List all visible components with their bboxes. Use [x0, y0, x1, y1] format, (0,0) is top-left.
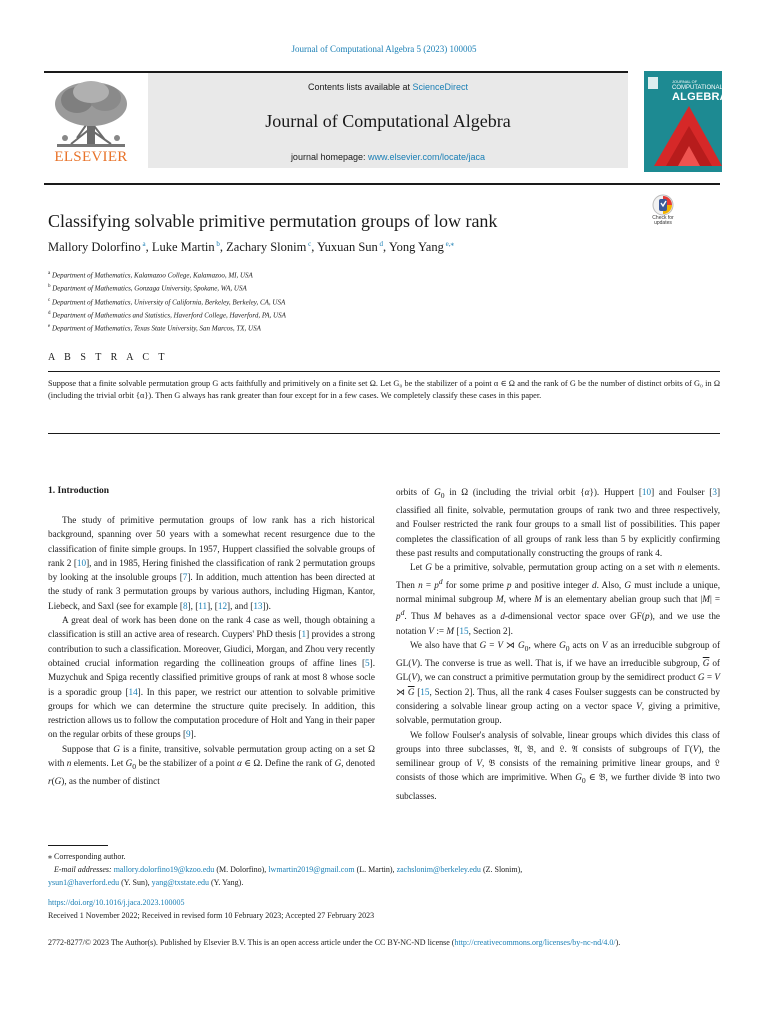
elsevier-tree-icon: [47, 78, 135, 150]
paragraph: We also have that G = V ⋊ $G_0$, where $G_0$ acts on V as an irreducible subgroup of GL(V). The converse is true as well. That is, if we have an irreducible subgroup, $\overline{G}$ of GL(V), we can construct a primitive permutation group by the semidirect product G = V ⋊ $\overline{G}$ [15, Section 2]. Thus, all the rank 4 cases Foulser suggests can be constructed by considering a solvable linear group acting on a vector space V, giving a primitive, solvable, permutation group.: [396, 639, 721, 726]
journal-reference[interactable]: [0, 44, 768, 54]
journal-title: Journal of Computational Algebra: [265, 111, 511, 131]
journal-cover-thumbnail[interactable]: [644, 71, 728, 172]
abstract-rule: [48, 371, 720, 372]
affiliation: $^a$ Department of Mathematics, Kalamazoo College, Kalamazoo, MI, USA: [48, 271, 253, 280]
author-affil-sup[interactable]: b: [216, 240, 220, 248]
license-link[interactable]: http://creativecommons.org/licenses/by-nc-nd/4.0/: [454, 938, 616, 947]
article-title: Classifying solvable primitive permutation groups of low rank: [48, 211, 498, 231]
homepage-link[interactable]: www.elsevier.com/locate/jaca: [368, 152, 486, 162]
email-line-1: E-mail addresses: mallory.dolorfino19@kzoo.edu (M. Dolorfino), lwmartin2019@gmail.com (L. Martin), zachslonim@berkeley.edu (Z. Slonim),: [54, 865, 523, 874]
article-history: [48, 896, 720, 922]
paragraph: A great deal of work has been done on the rank 4 case as well, though obtaining a classification is still an active area of research. Cuypers' PhD thesis [1] provides a strong contribution to such a classification. Moreover, Giudici, Morgan, and Zhou very recently obtained crucial information regarding the collineation groups of affine lines [5]. Muzychuk and Spiga recently classified primitive groups of rank at most 8 whose socle is a sporadic group [14]. In this paper, we restrict our attention to solvable primitive groups for which we can determine the structure quite precisely. In addition, this restriction allows us to follow the computation procedure of Holt and Yang in their paper on the regular orbits of these groups [9].: [48, 615, 376, 740]
abstract-text: Suppose that a finite solvable permutation group G acts faithfully and primitively on a finite set Ω. Let G₀ be the stabilizer of a point α ∈ Ω and the rank of G be the number of distinct orbits of G₀ in Ω (including the trivial orbit {α}). Then G always has rank greater than four except for in a few cases. We completely classify these cases in this paper.: [48, 379, 720, 400]
author-name[interactable]: Mallory Dolorfino: [48, 240, 141, 255]
email-link[interactable]: mallory.dolorfino19@kzoo.edu: [113, 865, 215, 874]
body-column-left: [48, 513, 375, 788]
license-statement: 2772-8277/© 2023 The Author(s). Published by Elsevier B.V. This is an open access article under the CC BY-NC-ND license (http://creativecommons.org/licenses/by-nc-nd/4.0/).: [48, 938, 621, 947]
crossmark-badge[interactable]: [650, 194, 676, 228]
corresponding-author-note: ⁎ Corresponding author.: [48, 852, 126, 861]
paragraph: The study of primitive permutation groups of low rank has a rich historical background, spanning over 50 years with a somewhat recent resurgence due to the classification of finite simple groups. In 1957, Huppert classified the solvable groups of rank 2 [10], and in 1985, Hering finished the classification of rank 2 permutation groups by looking at the insoluble groups [7]. In addition, much attention has been directed at the study of rank 3 permutation groups by various authors, including Higman, Kantor, Liebeck, and Saxl (see for example [8], [11], [12], and [13]).: [48, 515, 375, 611]
footnotes: [48, 850, 720, 889]
email-link[interactable]: lwmartin2019@gmail.com: [268, 865, 355, 874]
affiliations: [48, 268, 286, 335]
email-link[interactable]: zachslonim@berkeley.edu: [396, 865, 481, 874]
affiliation: $^d$ Department of Mathematics and Statistics, Haverford College, Haverford, PA, USA: [48, 310, 286, 320]
affiliation: $^e$ Department of Mathematics, Texas State University, San Marcos, TX, USA: [48, 324, 261, 333]
cover-line-2: COMPUTATIONAL: [672, 85, 723, 91]
received-dates: Received 1 November 2022; Received in revised form 10 February 2023; Accepted 27 February 2023: [48, 911, 375, 920]
author-name[interactable]: Zachary Slonim: [226, 240, 307, 255]
journal-reference-link[interactable]: Journal of Computational Algebra 5 (2023) 100005: [291, 44, 477, 54]
abstract-heading: A B S T R A C T: [48, 352, 169, 363]
paragraph: Let G be a primitive, solvable, permutation group acting on a set with n elements. Then $n = p^d$ for some prime p and positive integer d. Also, G must include a unique, normal minimal subgroup M, where M is an elementary abelian group such that $|M| = p^d$. Thus M behaves as a d-dimensional vector space over GF(p), and we use the notation V := M [15, Section 2].: [396, 562, 721, 636]
body-column-right: [396, 485, 720, 803]
header-divider: [44, 183, 720, 185]
abstract-end-rule: [48, 433, 720, 434]
masthead-center: [148, 73, 628, 168]
author-name[interactable]: Luke Martin: [151, 240, 215, 255]
paragraph: orbits of $G_0$ in Ω (including the trivial orbit {α}). Huppert [10] and Foulser [3] classified all finite, solvable, permutation groups of rank two and three respectively, and Foulser restricted the rank four groups to a small list of possibilities. This paper completes the classification of all groups of rank less than 5 by explicitly confirming these past results and computationally constructing the groups of rank 4.: [396, 487, 721, 559]
paragraph: Suppose that G is a finite, transitive, solvable permutation group acting on a set Ω with n elements. Let $G_0$ be the stabilizer of a point α ∈ Ω. Define the rank of G, denoted r(G), as the number of distinct: [48, 743, 376, 787]
email-link[interactable]: yang@txstate.edu: [151, 878, 210, 887]
author-affil-sup[interactable]: a: [142, 240, 146, 248]
author-name[interactable]: Yuxuan Sun: [317, 240, 378, 255]
cover-line-1: JOURNAL OF: [672, 79, 698, 84]
crossmark-icon: [650, 194, 676, 216]
elsevier-logo[interactable]: [47, 78, 135, 168]
footnote-rule: [48, 845, 108, 846]
elsevier-wordmark: ELSEVIER: [54, 149, 128, 165]
crossmark-label: Check for updates: [652, 215, 674, 226]
author-affil-sup[interactable]: c: [308, 240, 312, 248]
author-list: Mallory Dolorfino $^a$, Luke Martin $^b$, Zachary Slonim $^c$, Yuxuan Sun $^d$, Yong Yang $^{e,⁎}$: [48, 240, 454, 255]
section-heading: 1. Introduction: [48, 486, 110, 496]
cover-line-3: ALGEBRA: [672, 91, 728, 103]
sciencedirect-link[interactable]: ScienceDirect: [412, 82, 469, 92]
author-affil-sup[interactable]: e,⁎: [445, 240, 454, 248]
affiliation: $^b$ Department of Mathematics, Gonzaga University, Spokane, WA, USA: [48, 284, 247, 293]
email-link[interactable]: ysun1@haverford.edu: [48, 878, 120, 887]
paragraph: We follow Foulser's analysis of solvable, linear groups which divides this class of groups into three subclasses, 𝔄, 𝔅, and 𝔏. 𝔄 consists of subgroups of Γ(V), the semilinear group of V, 𝔅 consists of the remaining primitive linear groups, and 𝔏 consists of those which are imprimitive. When $G_0$ ∈ 𝔅, we further divide 𝔅 into two subclasses.: [396, 729, 720, 801]
contents-line: Contents lists available at ScienceDirect: [307, 82, 469, 92]
journal-homepage: journal homepage: www.elsevier.com/locate/jaca: [290, 152, 486, 162]
author-name[interactable]: Yong Yang: [388, 240, 444, 255]
doi-link[interactable]: https://doi.org/10.1016/j.jaca.2023.100005: [48, 898, 185, 907]
affiliation: $^c$ Department of Mathematics, University of California, Berkeley, Berkeley, CA, USA: [48, 297, 286, 306]
author-affil-sup[interactable]: d: [379, 240, 384, 248]
email-line-2: ysun1@haverford.edu (Y. Sun), yang@txstate.edu (Y. Yang).: [48, 878, 244, 887]
